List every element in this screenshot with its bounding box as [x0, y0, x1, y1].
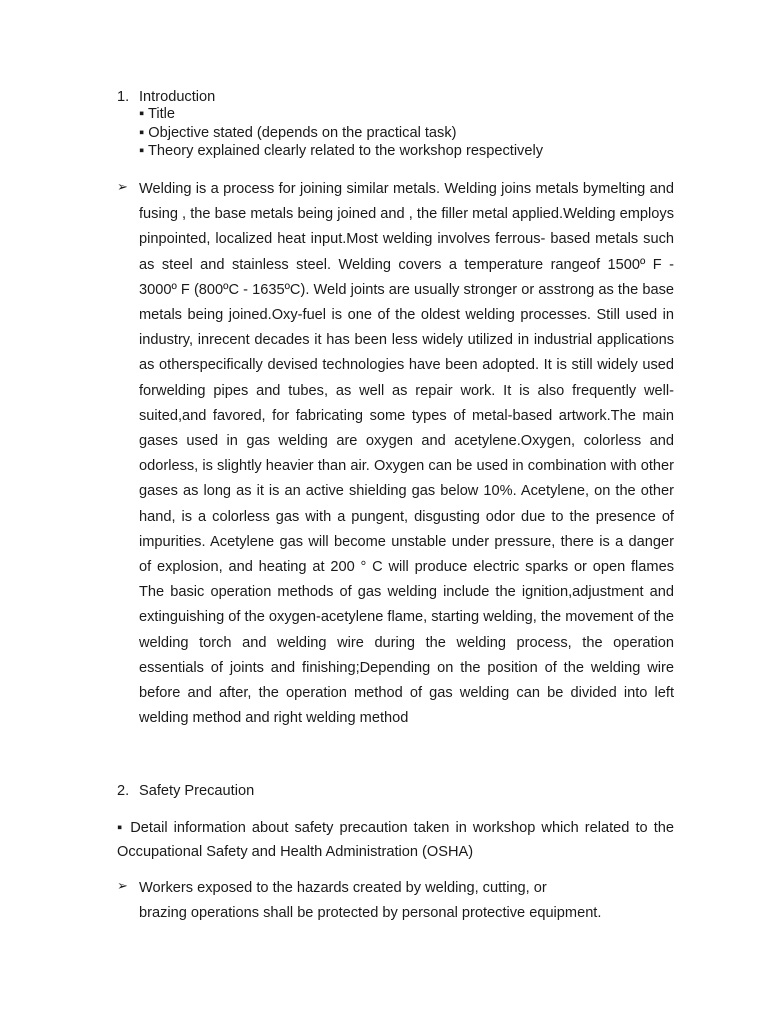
section-title: Introduction: [139, 89, 216, 105]
workers-ppe-paragraph: [117, 876, 674, 925]
welding-theory-text: Welding is a process for joining similar metals. Welding joins metals bymelting and fusing , the base metals being joined and , the filler metal applied.Welding employs pinpointed, localized heat input.Most welding involves ferrous- based metals such as steel and stainless steel. Welding covers a temperature rangeof 1500º F - 3000º F (800ºC - 1635ºC). Weld joints are usually stronger or asstrong as the base metals being joined.Oxy-fuel is one of the oldest welding processes. Still used in industry, inrecent decades it has been less widely utilized in industrial applications as otherspecifically devised technologies have been adopted. It is still widely used forwelding pipes and tubes, as well as repair work. It is also frequently well-suited,and favored, for fabricating some types of metal-based artwork.The main gases used in gas welding are oxygen and acetylene.Oxygen, colorless and odorless, is slightly heavier than air. Oxygen can be used in combination with other gases as long as it is an active shielding gas below 10%. Acetylene, on the other hand, is a colorless gas with a pungent, disgusting odor due to the presence of impurities. Acetylene gas will become unstable under pressure, there is a danger of explosion, and heating at 200 ° C will produce electric sparks or open flames The basic operation methods of gas welding include the ignition,adjustment and extinguishing of the oxygen-acetylene flame, starting welding, the movement of the welding torch and welding wire during the welding process, the operation essentials of joints and finishing;Depending on the position of the welding wire before and after, the operation method of gas welding can be divided into left welding method and right welding method: [139, 181, 674, 727]
welding-theory-paragraph: [117, 177, 674, 731]
section-number: 1.: [117, 89, 130, 105]
checklist-item-title: ▪ Title: [139, 106, 175, 122]
workers-ppe-text: [139, 876, 674, 925]
checklist-item-theory: ▪ Theory explained clearly related to the workshop respectively: [139, 143, 544, 159]
section-safety-heading: [117, 782, 254, 800]
osha-note: ▪ Detail information about safety precaution taken in workshop which related to the Occupational Safety and Health Administration (OSHA): [117, 820, 674, 860]
introduction-checklist: [139, 105, 543, 161]
section-title: Safety Precaution: [139, 783, 255, 799]
section-number: 2.: [117, 783, 130, 799]
checklist-item-objective: ▪ Objective stated (depends on the practical task): [139, 124, 457, 141]
workers-ppe-line: brazing operations shall be protected by personal protective equipment.: [139, 904, 602, 921]
arrow-bullet-icon: ➢: [117, 878, 128, 893]
arrow-bullet-icon: ➢: [117, 179, 128, 194]
workers-ppe-line: Workers exposed to the hazards created by welding, cutting, or: [139, 880, 547, 896]
section-introduction-heading: [117, 88, 215, 106]
